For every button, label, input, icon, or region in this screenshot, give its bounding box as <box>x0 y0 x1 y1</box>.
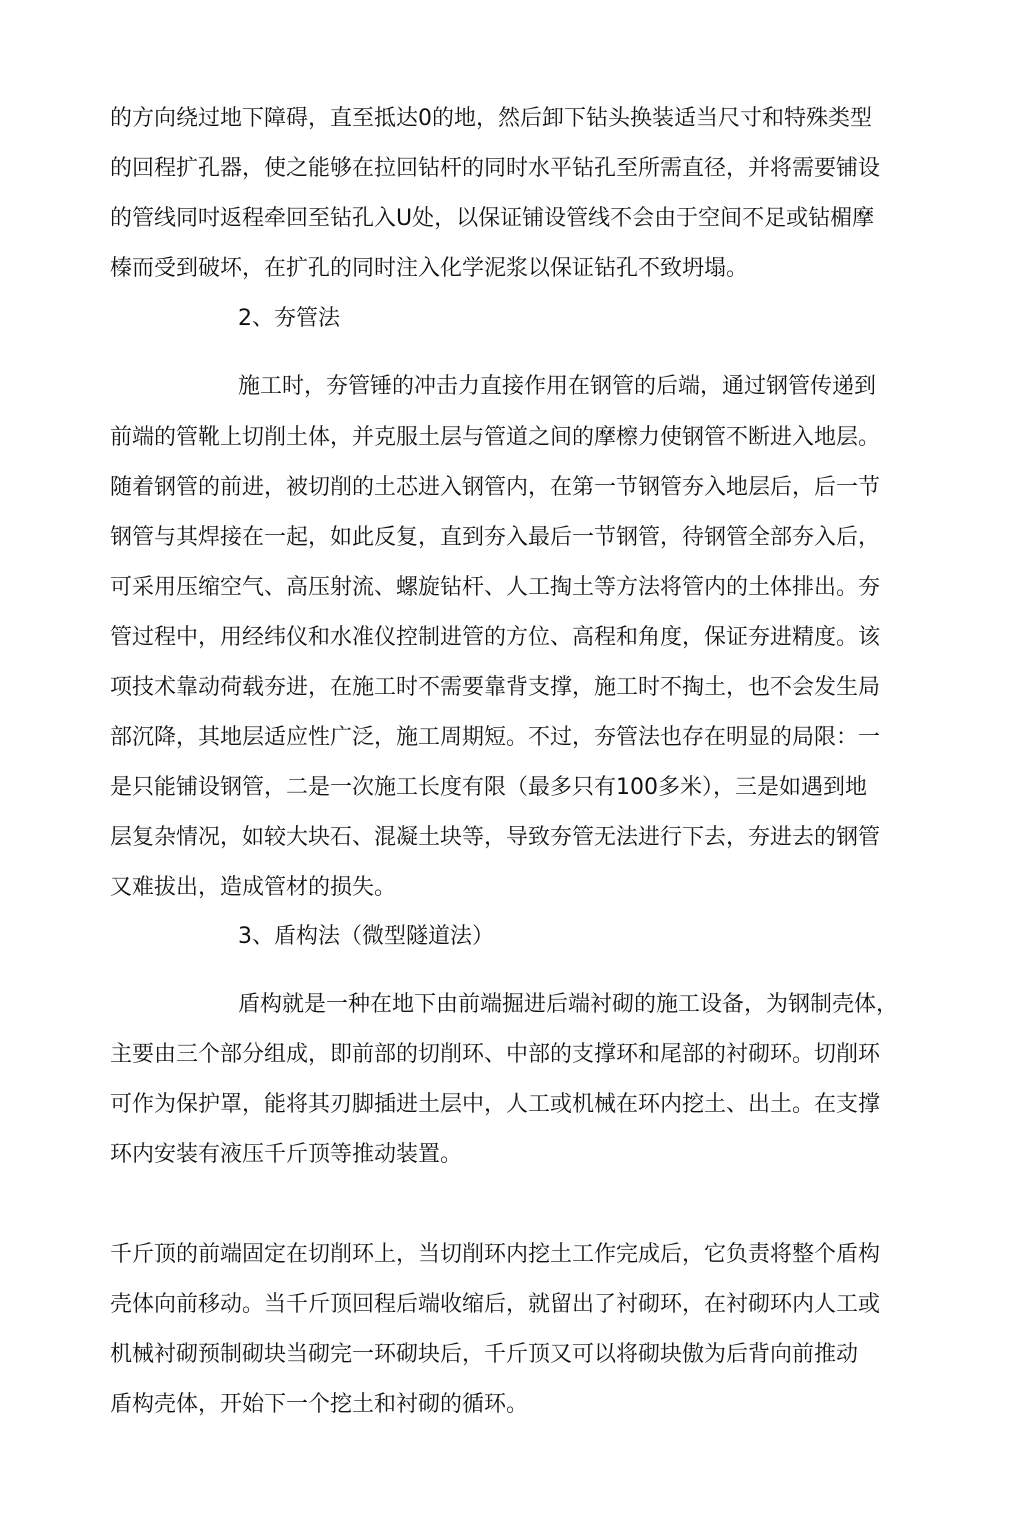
paragraph-line: 环内安装有液压千斤顶等推动装置。 <box>110 1142 463 1167</box>
paragraph-line: 是只能铺设钢管，二是一次施工长度有限（最多只有100多米），三是如遇到地 <box>110 775 867 800</box>
paragraph-line: 可采用压缩空气、高压射流、螺旋钻杆、人工掏土等方法将管内的土体排出。夯 <box>110 575 881 600</box>
section-heading: 2、夯管法 <box>238 306 340 331</box>
paragraph-line: 施工时，夯管锤的冲击力直接作用在钢管的后端，通过钢管传递到 <box>238 374 877 399</box>
paragraph-line: 盾构就是一种在地下由前端掘进后端衬砌的施工设备，为钢制壳体， <box>238 992 899 1017</box>
paragraph-line: 又难拔出，造成管材的损失。 <box>110 875 397 900</box>
paragraph-line: 钢管与其焊接在一起，如此反复，直到夯入最后一节钢管，待钢管全部夯入后， <box>110 525 881 550</box>
paragraph-line: 榛而受到破坏，在扩孔的同时注入化学泥浆以保证钻孔不致坍塌。 <box>110 256 749 281</box>
paragraph-line: 千斤顶的前端固定在切削环上，当切削环内挖土工作完成后，它负责将整个盾构 <box>110 1242 881 1267</box>
paragraph-line: 前端的管靴上切削土体，并克服土层与管道之间的摩檫力使钢管不断进入地层。 <box>110 425 881 450</box>
paragraph-line: 项技术靠动荷载夯进，在施工时不需要靠背支撑，施工时不掏土，也不会发生局 <box>110 675 881 700</box>
paragraph-line: 可作为保护罩，能将其刃脚插进土层中，人工或机械在环内挖土、出土。在支撑 <box>110 1092 881 1117</box>
paragraph-line: 层复杂情况，如较大块石、混凝土块等，导致夯管无法进行下去，夯进去的钢管 <box>110 825 881 850</box>
paragraph-line: 机械衬砌预制砌块当砌完一环砌块后，千斤顶又可以将砌块傲为后背向前推动 <box>110 1342 859 1367</box>
paragraph-line: 的回程扩孔器，使之能够在拉回钻杆的同时水平钻孔至所需直径，并将需要铺设 <box>110 156 881 181</box>
section-heading: 3、盾构法（微型隧道法） <box>238 924 494 949</box>
paragraph-line: 壳体向前移动。当千斤顶回程后端收缩后，就留出了衬砌环，在衬砌环内人工或 <box>110 1292 881 1317</box>
paragraph-line: 的管线同吋返程牵回至钻孔入U处，以保证铺设管线不会由于空间不足或钻楣摩 <box>110 206 875 231</box>
paragraph-line: 管过程中，用经纬仪和水准仪控制进管的方位、高程和角度，保证夯进精度。该 <box>110 625 881 650</box>
paragraph-line: 随着钢管的前进，被切削的土芯进入钢管内，在第一节钢管夯入地层后，后一节 <box>110 475 881 500</box>
paragraph-line: 的方向绕过地下障碍，直至抵达0的地，然后卸下钻头换装适当尺寸和特殊类型 <box>110 106 872 131</box>
paragraph-line: 盾构壳体，开始下一个挖土和衬砌的循环。 <box>110 1392 529 1417</box>
paragraph-line: 部沉降，其地层适应性广泛，施工周期短。不过，夯管法也存在明显的局限：一 <box>110 725 881 750</box>
paragraph-line: 主要由三个部分组成，即前部的切削环、中部的支撑环和尾部的衬砌环。切削环 <box>110 1042 881 1067</box>
